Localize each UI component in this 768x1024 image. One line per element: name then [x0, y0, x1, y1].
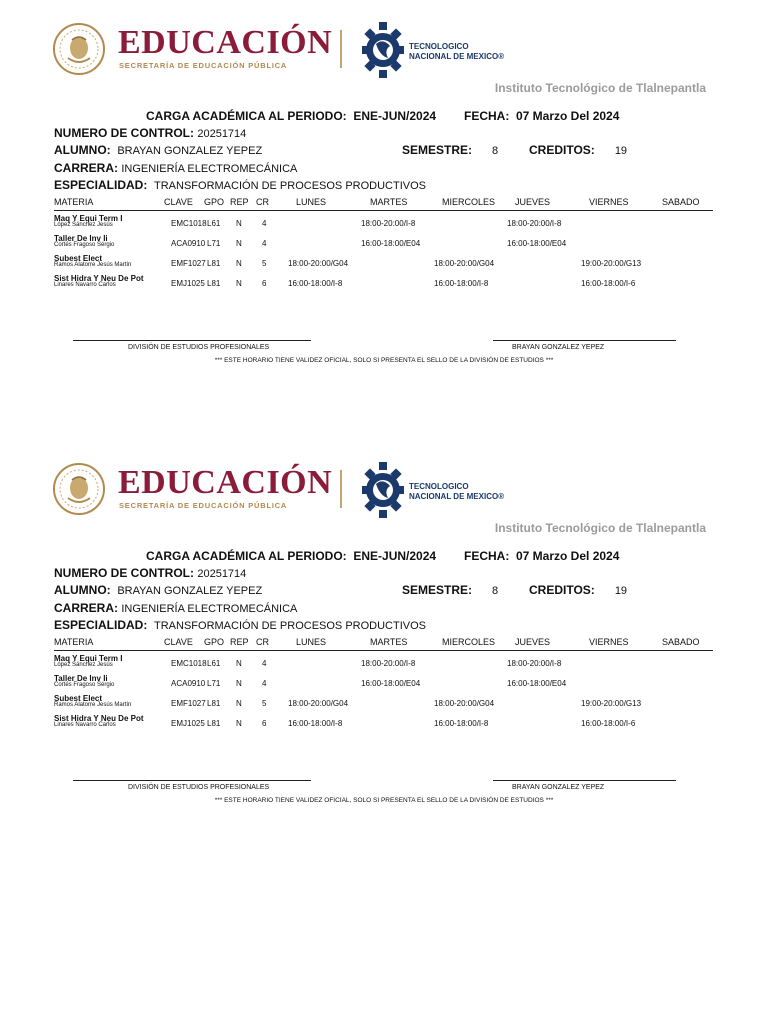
cell-gpo: L61 [207, 659, 221, 668]
cell-cr: 4 [262, 239, 267, 248]
col-martes: MARTES [370, 637, 408, 647]
materia-name: Maq Y Equi Term I [54, 214, 123, 223]
materia-profesor: Ramos Alatorre Jesús Martín [54, 262, 132, 268]
cell-gpo: L81 [207, 719, 221, 728]
col-jueves: JUEVES [515, 637, 551, 647]
cell-gpo: L71 [207, 679, 221, 688]
cell-clave: EMJ1025 [171, 279, 205, 288]
cell-gpo: L71 [207, 239, 221, 248]
especialidad-label: ESPECIALIDAD: [54, 178, 148, 192]
tecnm-name [409, 482, 509, 502]
col-rep: REP [230, 197, 249, 207]
tecnm-name-line2: NACIONAL DE MEXICO® [409, 52, 505, 61]
col-miercoles: MIERCOLES [442, 197, 496, 207]
logo-divider [340, 470, 342, 508]
cell-clave: EMC1018 [171, 219, 207, 228]
cell-rep: N [236, 219, 242, 228]
control-value: 20251714 [197, 128, 247, 140]
signature-line-division [73, 340, 311, 341]
col-materia: MATERIA [54, 637, 94, 647]
cell-cr: 6 [262, 719, 267, 728]
col-rep: REP [230, 637, 249, 647]
semestre-value: 8 [492, 145, 499, 157]
col-clave: CLAVE [164, 197, 193, 207]
cell-cr: 4 [262, 659, 267, 668]
edu-title: EDUCACIÓN [118, 464, 333, 501]
col-lunes: LUNES [296, 637, 327, 647]
signature-line-student [493, 340, 676, 341]
especialidad [54, 178, 426, 192]
cell-cr: 4 [262, 679, 267, 688]
col-sabado: SABADO [662, 197, 700, 207]
cell-cr: 4 [262, 219, 267, 228]
cell-miercoles: 16:00-18:00/I-8 [434, 719, 489, 728]
tecnm-name-line1: TECNOLOGICO [409, 42, 469, 51]
cell-gpo: L81 [207, 259, 221, 268]
col-miercoles: MIERCOLES [442, 637, 496, 647]
materia-profesor: López Sánchez Jesús [54, 222, 113, 228]
cell-lunes: 18:00-20:00/G04 [288, 259, 349, 268]
signature-division-label: DIVISIÓN DE ESTUDIOS PROFESIONALES [128, 784, 270, 791]
cell-viernes: 19:00-20:00/G13 [581, 259, 642, 268]
especialidad-value: TRANSFORMACIÓN DE PROCESOS PRODUCTIVOS [154, 620, 426, 632]
institute-name: Instituto Tecnológico de Tlalnepantla [494, 81, 706, 95]
cell-martes: 18:00-20:00/I-8 [361, 219, 416, 228]
cell-rep: N [236, 659, 242, 668]
signature-line-student [493, 780, 676, 781]
materia-profesor: López Sánchez Jesús [54, 662, 113, 668]
semestre-value: 8 [492, 585, 499, 597]
schedule-table-header [54, 637, 713, 651]
cell-cr: 5 [262, 259, 267, 268]
cell-gpo: L81 [207, 699, 221, 708]
fecha [464, 549, 619, 563]
signature-line-division [73, 780, 311, 781]
col-viernes: VIERNES [589, 197, 629, 207]
periodo-label: CARGA ACADÉMICA AL PERIODO: [146, 109, 347, 123]
signature-student-label: BRAYAN GONZALEZ YEPEZ [512, 344, 605, 351]
edu-subtitle: SECRETARÍA DE EDUCACIÓN PÚBLICA [119, 501, 288, 510]
signature-division-label: DIVISIÓN DE ESTUDIOS PROFESIONALES [128, 344, 270, 351]
col-cr: CR [256, 637, 269, 647]
creditos-label: CREDITOS: [529, 583, 595, 597]
col-jueves: JUEVES [515, 197, 551, 207]
materia-profesor: Cortés Fragoso Sérgio [54, 682, 115, 688]
materia-name: Sist Hidra Y Neu De Pot [54, 274, 144, 283]
cell-clave: ACA0910 [171, 239, 206, 248]
tecnm-name-line2: NACIONAL DE MEXICO® [409, 492, 505, 501]
fecha-label: FECHA: [464, 109, 510, 123]
cell-lunes: 16:00-18:00/I-8 [288, 279, 343, 288]
cell-rep: N [236, 259, 242, 268]
schedule-copy-1 [0, 0, 768, 440]
cell-rep: N [236, 699, 242, 708]
col-sabado: SABADO [662, 637, 700, 647]
periodo [146, 109, 436, 123]
schedule-copy-2 [0, 440, 768, 880]
edu-subtitle: SECRETARÍA DE EDUCACIÓN PÚBLICA [119, 61, 288, 70]
cell-miercoles: 18:00-20:00/G04 [434, 259, 495, 268]
cell-martes: 16:00-18:00/E04 [361, 239, 421, 248]
carrera-value: INGENIERÍA ELECTROMECÁNICA [121, 163, 298, 175]
cell-gpo: L81 [207, 279, 221, 288]
materia-profesor: Cortés Fragoso Sérgio [54, 242, 115, 248]
tecnm-gear-logo [362, 462, 404, 518]
col-cr: CR [256, 197, 269, 207]
table-row [54, 714, 713, 734]
cell-rep: N [236, 239, 242, 248]
numero-control [54, 566, 246, 580]
carrera-label: CARRERA: [54, 161, 118, 175]
col-martes: MARTES [370, 197, 408, 207]
sep-seal-logo [52, 462, 106, 516]
creditos-label: CREDITOS: [529, 143, 595, 157]
alumno [54, 143, 262, 157]
alumno-label: ALUMNO: [54, 583, 111, 597]
materia-name: Sist Hidra Y Neu De Pot [54, 714, 144, 723]
cell-rep: N [236, 719, 242, 728]
cell-lunes: 18:00-20:00/G04 [288, 699, 349, 708]
cell-jueves: 18:00-20:00/I-8 [507, 659, 562, 668]
cell-jueves: 16:00-18:00/E04 [507, 239, 567, 248]
tecnm-name-line1: TECNOLOGICO [409, 482, 469, 491]
cell-cr: 5 [262, 699, 267, 708]
cell-viernes: 16:00-18:00/I-6 [581, 279, 636, 288]
cell-rep: N [236, 279, 242, 288]
schedule-table-header [54, 197, 713, 211]
col-materia: MATERIA [54, 197, 94, 207]
alumno [54, 583, 262, 597]
logo-divider [340, 30, 342, 68]
cell-clave: EMC1018 [171, 659, 207, 668]
semestre [402, 143, 498, 157]
cell-jueves: 16:00-18:00/E04 [507, 679, 567, 688]
cell-rep: N [236, 679, 242, 688]
creditos-value: 19 [614, 145, 628, 157]
cell-clave: EMF1027 [171, 259, 206, 268]
edu-title: EDUCACIÓN [118, 24, 333, 61]
col-lunes: LUNES [296, 197, 327, 207]
alumno-label: ALUMNO: [54, 143, 111, 157]
table-row [54, 254, 713, 274]
creditos [529, 143, 627, 157]
fecha [464, 109, 619, 123]
table-row [54, 274, 713, 294]
numero-control [54, 126, 246, 140]
cell-clave: ACA0910 [171, 679, 206, 688]
col-clave: CLAVE [164, 637, 193, 647]
fecha-value: 07 Marzo Del 2024 [516, 549, 620, 563]
materia-profesor: Ramos Alatorre Jesús Martín [54, 702, 132, 708]
col-gpo: GPO [204, 197, 225, 207]
materia-name: Taller De Inv Ii [54, 674, 108, 683]
periodo-value: ENE-JUN/2024 [353, 549, 437, 563]
cell-miercoles: 16:00-18:00/I-8 [434, 279, 489, 288]
materia-profesor: Linares Navarro Carlos [54, 722, 116, 728]
alumno-value: BRAYAN GONZALEZ YEPEZ [117, 585, 263, 597]
control-value: 20251714 [197, 568, 247, 580]
semestre-label: SEMESTRE: [402, 143, 473, 157]
periodo [146, 549, 436, 563]
carrera-label: CARRERA: [54, 601, 118, 615]
control-label: NUMERO DE CONTROL: [54, 566, 194, 580]
carrera [54, 601, 297, 615]
cell-clave: EMF1027 [171, 699, 206, 708]
materia-name: Maq Y Equi Term I [54, 654, 123, 663]
table-row [54, 234, 713, 254]
cell-viernes: 19:00-20:00/G13 [581, 699, 642, 708]
creditos [529, 583, 627, 597]
cell-martes: 18:00-20:00/I-8 [361, 659, 416, 668]
cell-clave: EMJ1025 [171, 719, 205, 728]
cell-miercoles: 18:00-20:00/G04 [434, 699, 495, 708]
carrera-value: INGENIERÍA ELECTROMECÁNICA [121, 603, 298, 615]
periodo-value: ENE-JUN/2024 [353, 109, 437, 123]
semestre-label: SEMESTRE: [402, 583, 473, 597]
especialidad-label: ESPECIALIDAD: [54, 618, 148, 632]
col-viernes: VIERNES [589, 637, 629, 647]
control-label: NUMERO DE CONTROL: [54, 126, 194, 140]
materia-name: Subest Elect [54, 254, 103, 263]
cell-jueves: 18:00-20:00/I-8 [507, 219, 562, 228]
fecha-value: 07 Marzo Del 2024 [516, 109, 620, 123]
tecnm-gear-logo [362, 22, 404, 78]
materia-name: Taller De Inv Ii [54, 234, 108, 243]
validity-note: *** ESTE HORARIO TIENE VALIDEZ OFICIAL, SOLO SI PRESENTA EL SELLO DE LA DIVISIÓN DE ESTUDIOS *** [214, 357, 554, 364]
materia-name: Subest Elect [54, 694, 103, 703]
alumno-value: BRAYAN GONZALEZ YEPEZ [117, 145, 263, 157]
signature-student-label: BRAYAN GONZALEZ YEPEZ [512, 784, 605, 791]
carrera [54, 161, 297, 175]
col-gpo: GPO [204, 637, 225, 647]
table-row [54, 674, 713, 694]
sep-seal-logo [52, 22, 106, 76]
especialidad [54, 618, 426, 632]
creditos-value: 19 [614, 585, 628, 597]
periodo-label: CARGA ACADÉMICA AL PERIODO: [146, 549, 347, 563]
fecha-label: FECHA: [464, 549, 510, 563]
semestre [402, 583, 498, 597]
table-row [54, 694, 713, 714]
cell-viernes: 16:00-18:00/I-6 [581, 719, 636, 728]
table-row [54, 214, 713, 234]
institute-name: Instituto Tecnológico de Tlalnepantla [494, 521, 706, 535]
especialidad-value: TRANSFORMACIÓN DE PROCESOS PRODUCTIVOS [154, 180, 426, 192]
validity-note: *** ESTE HORARIO TIENE VALIDEZ OFICIAL, SOLO SI PRESENTA EL SELLO DE LA DIVISIÓN DE ESTUDIOS *** [214, 797, 554, 804]
cell-cr: 6 [262, 279, 267, 288]
cell-martes: 16:00-18:00/E04 [361, 679, 421, 688]
materia-profesor: Linares Navarro Carlos [54, 282, 116, 288]
tecnm-name [409, 42, 509, 62]
cell-gpo: L61 [207, 219, 221, 228]
table-row [54, 654, 713, 674]
cell-lunes: 16:00-18:00/I-8 [288, 719, 343, 728]
